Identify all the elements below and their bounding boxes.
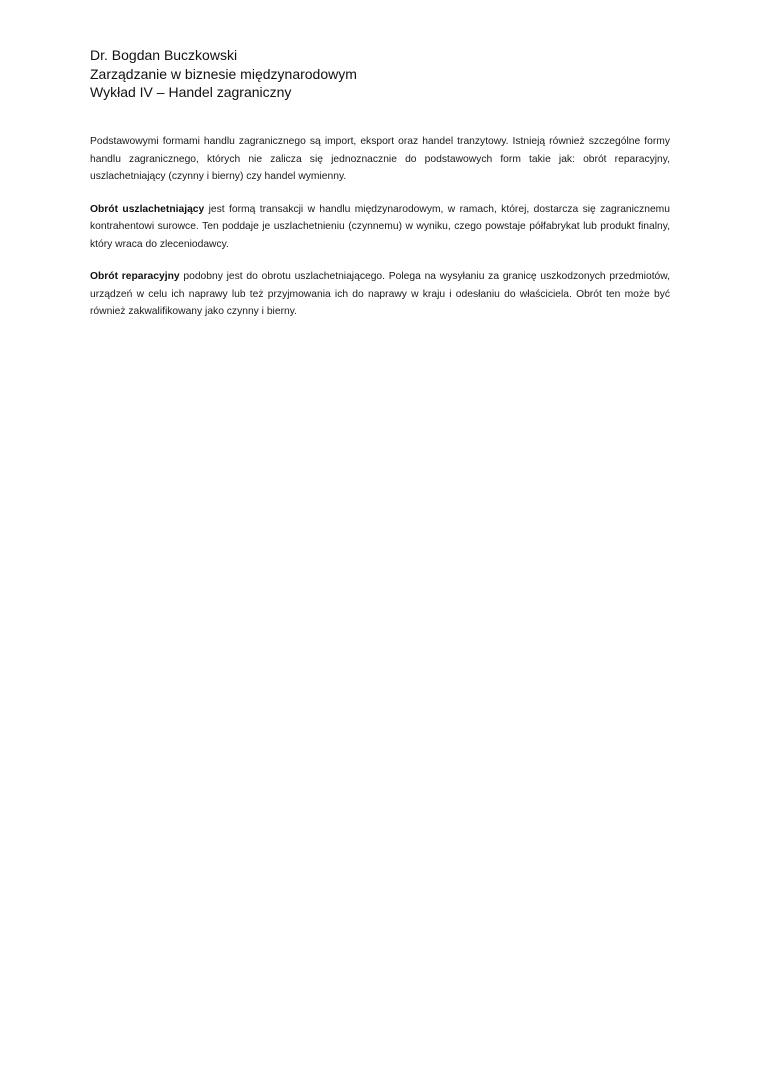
- paragraph-repair-trade: [90, 268, 670, 321]
- paragraph-text: podobny jest do obrotu uszlachetniającego. Polega na wysyłaniu za granicę uszkodzonych przedmiotów, urządzeń w celu ich naprawy lub też przyjmowania ich do naprawy w kraju i odesłaniu do właściciela. Obrót ten może być również zakwalifikowany jako czynny i bierny.: [90, 271, 671, 317]
- paragraph-processing-trade: [90, 201, 670, 254]
- author-name: Dr. Bogdan Buczkowski: [90, 47, 238, 63]
- course-title: Zarządzanie w biznesie międzynarodowym: [90, 65, 357, 82]
- paragraph-text: Podstawowymi formami handlu zagranicznego są import, eksport oraz handel tranzytowy. Istnieją również szczególne formy handlu zagranicznego, których nie zalicza się jednoznacznie do podstawowych form takie jak: obrót reparacyjny, uszlachetniający (czynny i bierny) czy handel wymienny.: [90, 136, 670, 182]
- term-repair-trade: Obrót reparacyjny: [90, 271, 180, 282]
- lecture-title: Wykład IV – Handel zagraniczny: [90, 84, 292, 100]
- document-header: [90, 46, 670, 102]
- paragraph-trade-forms: [90, 133, 670, 186]
- document-body: [90, 133, 670, 336]
- term-processing-trade: Obrót uszlachetniający: [90, 203, 205, 215]
- paragraph-text: jest formą transakcji w handlu międzynarodowym, w ramach, której, dostarcza się zagranicznemu kontrahentowi surowce. Ten poddaje je uszlachetnieniu (czynnemu) w wyniku, czego powstaje półfabrykat lub produkt finalny, który wraca do zleceniodawcy.: [90, 203, 670, 250]
